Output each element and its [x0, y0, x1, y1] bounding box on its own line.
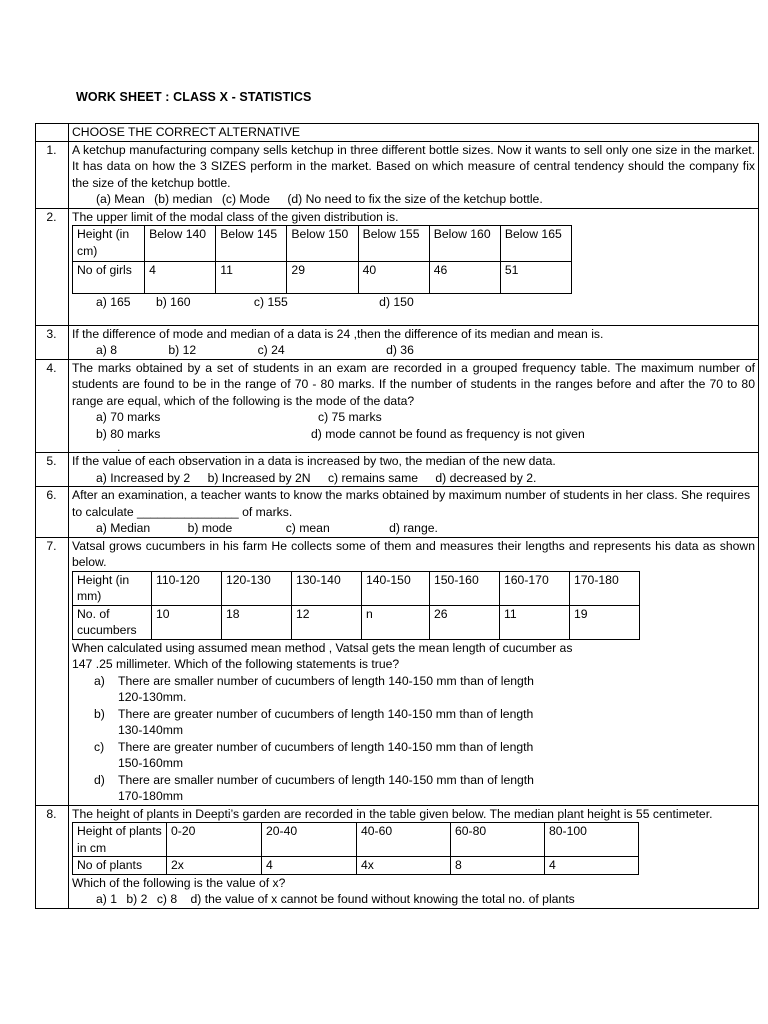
option-label: a) [94, 673, 105, 688]
options [72, 409, 755, 426]
table-cell: 20-40 [262, 823, 357, 857]
option-text-cont: 120-130mm. [118, 690, 187, 704]
table-cell: Height of plants in cm [73, 823, 167, 857]
option-a: a) Increased by 2 [96, 470, 191, 485]
table-cell: 11 [500, 605, 570, 639]
question-text: If the difference of mode and median of a data is 24 ,then the difference of its median and mean is. [72, 326, 604, 341]
table-cell: No. of cucumbers [73, 605, 152, 639]
question-number: 1. [36, 141, 69, 208]
table-cell: 80-100 [545, 823, 639, 857]
cucumber-table [72, 571, 640, 640]
option-d [72, 772, 755, 789]
question-text-2: When calculated using assumed mean method , Vatsal gets the mean length of cucumber as [72, 640, 573, 655]
stray-dot: . [117, 440, 121, 454]
options [72, 891, 755, 908]
table-cell: 11 [216, 262, 287, 294]
table-cell: No of plants [73, 857, 167, 875]
option-b: b) 12 [168, 343, 197, 357]
option-a: a) 165 [96, 295, 131, 309]
table-cell: 120-130 [222, 571, 292, 605]
question-text: A ketchup manufacturing company sells ketchup in three different bottle sizes. Now it wants to sell only one size in the market. It has data on how the 3 SIZES perform in the market. Based on which measure of central tendency should the company fix the size of the ketchup bottle. [72, 142, 755, 190]
table-cell: Below 160 [429, 226, 500, 262]
question-text: The marks obtained by a set of students in an exam are recorded in a grouped frequency table. The maximum number of students are found to be in the range of 70 - 80 marks. If the number of students in the ranges before and after the 70 to 80 range are equal, which of the following is the mode of the data? [72, 360, 755, 408]
table-cell: Below 155 [358, 226, 429, 262]
option-c: c) 8 [156, 892, 178, 906]
option-text: There are smaller number of cucumbers of length 140-150 mm than of length [118, 673, 534, 688]
options [72, 191, 755, 208]
option-text-cont: 130-140mm [118, 723, 184, 737]
options [72, 520, 755, 537]
table-cell: 12 [292, 605, 362, 639]
table-row [73, 571, 640, 605]
section-header: CHOOSE THE CORRECT ALTERNATIVE [69, 124, 759, 142]
table-cell: No of girls [73, 262, 145, 294]
option-b [72, 706, 755, 723]
plants-table [72, 822, 639, 875]
options [72, 294, 755, 311]
option-a: a) Median [96, 521, 151, 535]
option-c: c) 75 marks [318, 410, 382, 424]
question-number: 4. [36, 359, 69, 453]
table-cell: 4 [545, 857, 639, 875]
question-8 [36, 805, 759, 908]
header-row [36, 124, 759, 142]
option-text: There are greater number of cucumbers of length 140-150 mm than of length [118, 739, 534, 754]
question-text: The upper limit of the modal class of the given distribution is. [72, 209, 399, 224]
option-c: c) 24 [257, 343, 285, 357]
option-d: d) 36 [386, 343, 414, 357]
options [72, 426, 755, 443]
table-cell: 4 [145, 262, 216, 294]
table-cell: 40 [358, 262, 429, 294]
option-b: b) mode [187, 521, 233, 535]
question-3 [36, 325, 759, 359]
table-cell: 130-140 [292, 571, 362, 605]
table-cell: Height (in cm) [73, 226, 145, 262]
table-cell: 18 [222, 605, 292, 639]
option-c [72, 739, 755, 756]
question-text-3: 147 .25 millimeter. Which of the following statements is true? [72, 657, 400, 671]
table-cell: 160-170 [500, 571, 570, 605]
question-text: If the value of each observation in a data is increased by two, the median of the new data. [72, 454, 556, 468]
table-cell: 40-60 [357, 823, 451, 857]
question-text: After an examination, a teacher wants to know the marks obtained by maximum number of students in her class. She requires to calculate _______________ of marks. [72, 488, 751, 519]
option-c: c) mean [285, 521, 330, 535]
option-d: d) the value of x cannot be found without knowing the total no. of plants [190, 892, 575, 906]
option-b: (b) median [154, 192, 213, 206]
option-a: a) 8 [96, 343, 118, 357]
table-cell: 110-120 [152, 571, 222, 605]
worksheet-table [35, 123, 759, 909]
option-d: d) decreased by 2. [435, 470, 537, 485]
option-b: b) 160 [155, 295, 191, 309]
options [72, 470, 755, 487]
question-number: 8. [36, 805, 69, 908]
table-cell: 2x [167, 857, 262, 875]
question-number: 2. [36, 208, 69, 325]
question-number: 5. [36, 453, 69, 487]
option-a [72, 673, 755, 690]
option-label: d) [94, 772, 105, 787]
question-text-2: Which of the following is the value of x? [72, 875, 286, 890]
option-text-cont: 170-180mm [118, 789, 184, 803]
table-cell: Below 150 [287, 226, 358, 262]
question-2 [36, 208, 759, 325]
table-cell: Below 165 [500, 226, 571, 262]
question-number: 6. [36, 487, 69, 538]
option-c: (c) Mode [221, 192, 270, 206]
question-1 [36, 141, 759, 208]
table-cell: 150-160 [430, 571, 500, 605]
table-cell: 170-180 [570, 571, 640, 605]
option-c: c) 155 [253, 295, 288, 309]
table-cell: 60-80 [451, 823, 545, 857]
table-cell: Below 140 [145, 226, 216, 262]
table-cell: 8 [451, 857, 545, 875]
table-cell: 0-20 [167, 823, 262, 857]
table-cell: 26 [430, 605, 500, 639]
option-d: d) range. [389, 521, 438, 535]
option-b: b) Increased by 2N [207, 470, 311, 485]
table-row [73, 857, 639, 875]
question-number: 7. [36, 537, 69, 805]
option-c: c) remains same [327, 470, 419, 485]
option-d: (d) No need to fix the size of the ketchup bottle. [287, 192, 543, 206]
question-number: 3. [36, 325, 69, 359]
table-cell: 10 [152, 605, 222, 639]
question-5 [36, 453, 759, 487]
table-row [73, 605, 640, 639]
table-cell: 4x [357, 857, 451, 875]
question-4 [36, 359, 759, 453]
page-title: WORK SHEET : CLASS X - STATISTICS [76, 90, 312, 104]
option-a: a) 70 marks [96, 410, 161, 424]
option-text-cont: 150-160mm [118, 756, 184, 770]
table-row [73, 262, 572, 294]
question-6 [36, 487, 759, 538]
table-cell: 29 [287, 262, 358, 294]
table-row [73, 823, 639, 857]
table-cell: Below 145 [216, 226, 287, 262]
question-7 [36, 537, 759, 805]
table-cell: 4 [262, 857, 357, 875]
table-row [73, 226, 572, 262]
table-cell: 46 [429, 262, 500, 294]
option-a: (a) Mean [96, 192, 145, 206]
option-label: b) [94, 706, 105, 721]
table-cell: 140-150 [362, 571, 430, 605]
question-text: Vatsal grows cucumbers in his farm He collects some of them and measures their lengths and represents his data as shown below. [72, 538, 755, 569]
option-b: b) 80 marks [96, 426, 161, 441]
table-cell: n [362, 605, 430, 639]
table-cell: 51 [500, 262, 571, 294]
table-cell: Height (in mm) [73, 571, 152, 605]
options [72, 342, 755, 359]
table-cell: 19 [570, 605, 640, 639]
question-text: The height of plants in Deepti’s garden are recorded in the table given below. The median plant height is 55 centimeter. [72, 806, 713, 821]
option-d: d) 150 [379, 295, 414, 309]
option-a: a) 1 [96, 892, 118, 906]
distribution-table [72, 225, 572, 294]
option-text: There are smaller number of cucumbers of length 140-150 mm than of length [118, 772, 534, 787]
option-b: b) 2 [126, 892, 148, 906]
option-label: c) [94, 739, 105, 754]
option-text: There are greater number of cucumbers of length 140-150 mm than of length [118, 706, 534, 721]
option-d: d) mode cannot be found as frequency is not given [311, 426, 585, 441]
